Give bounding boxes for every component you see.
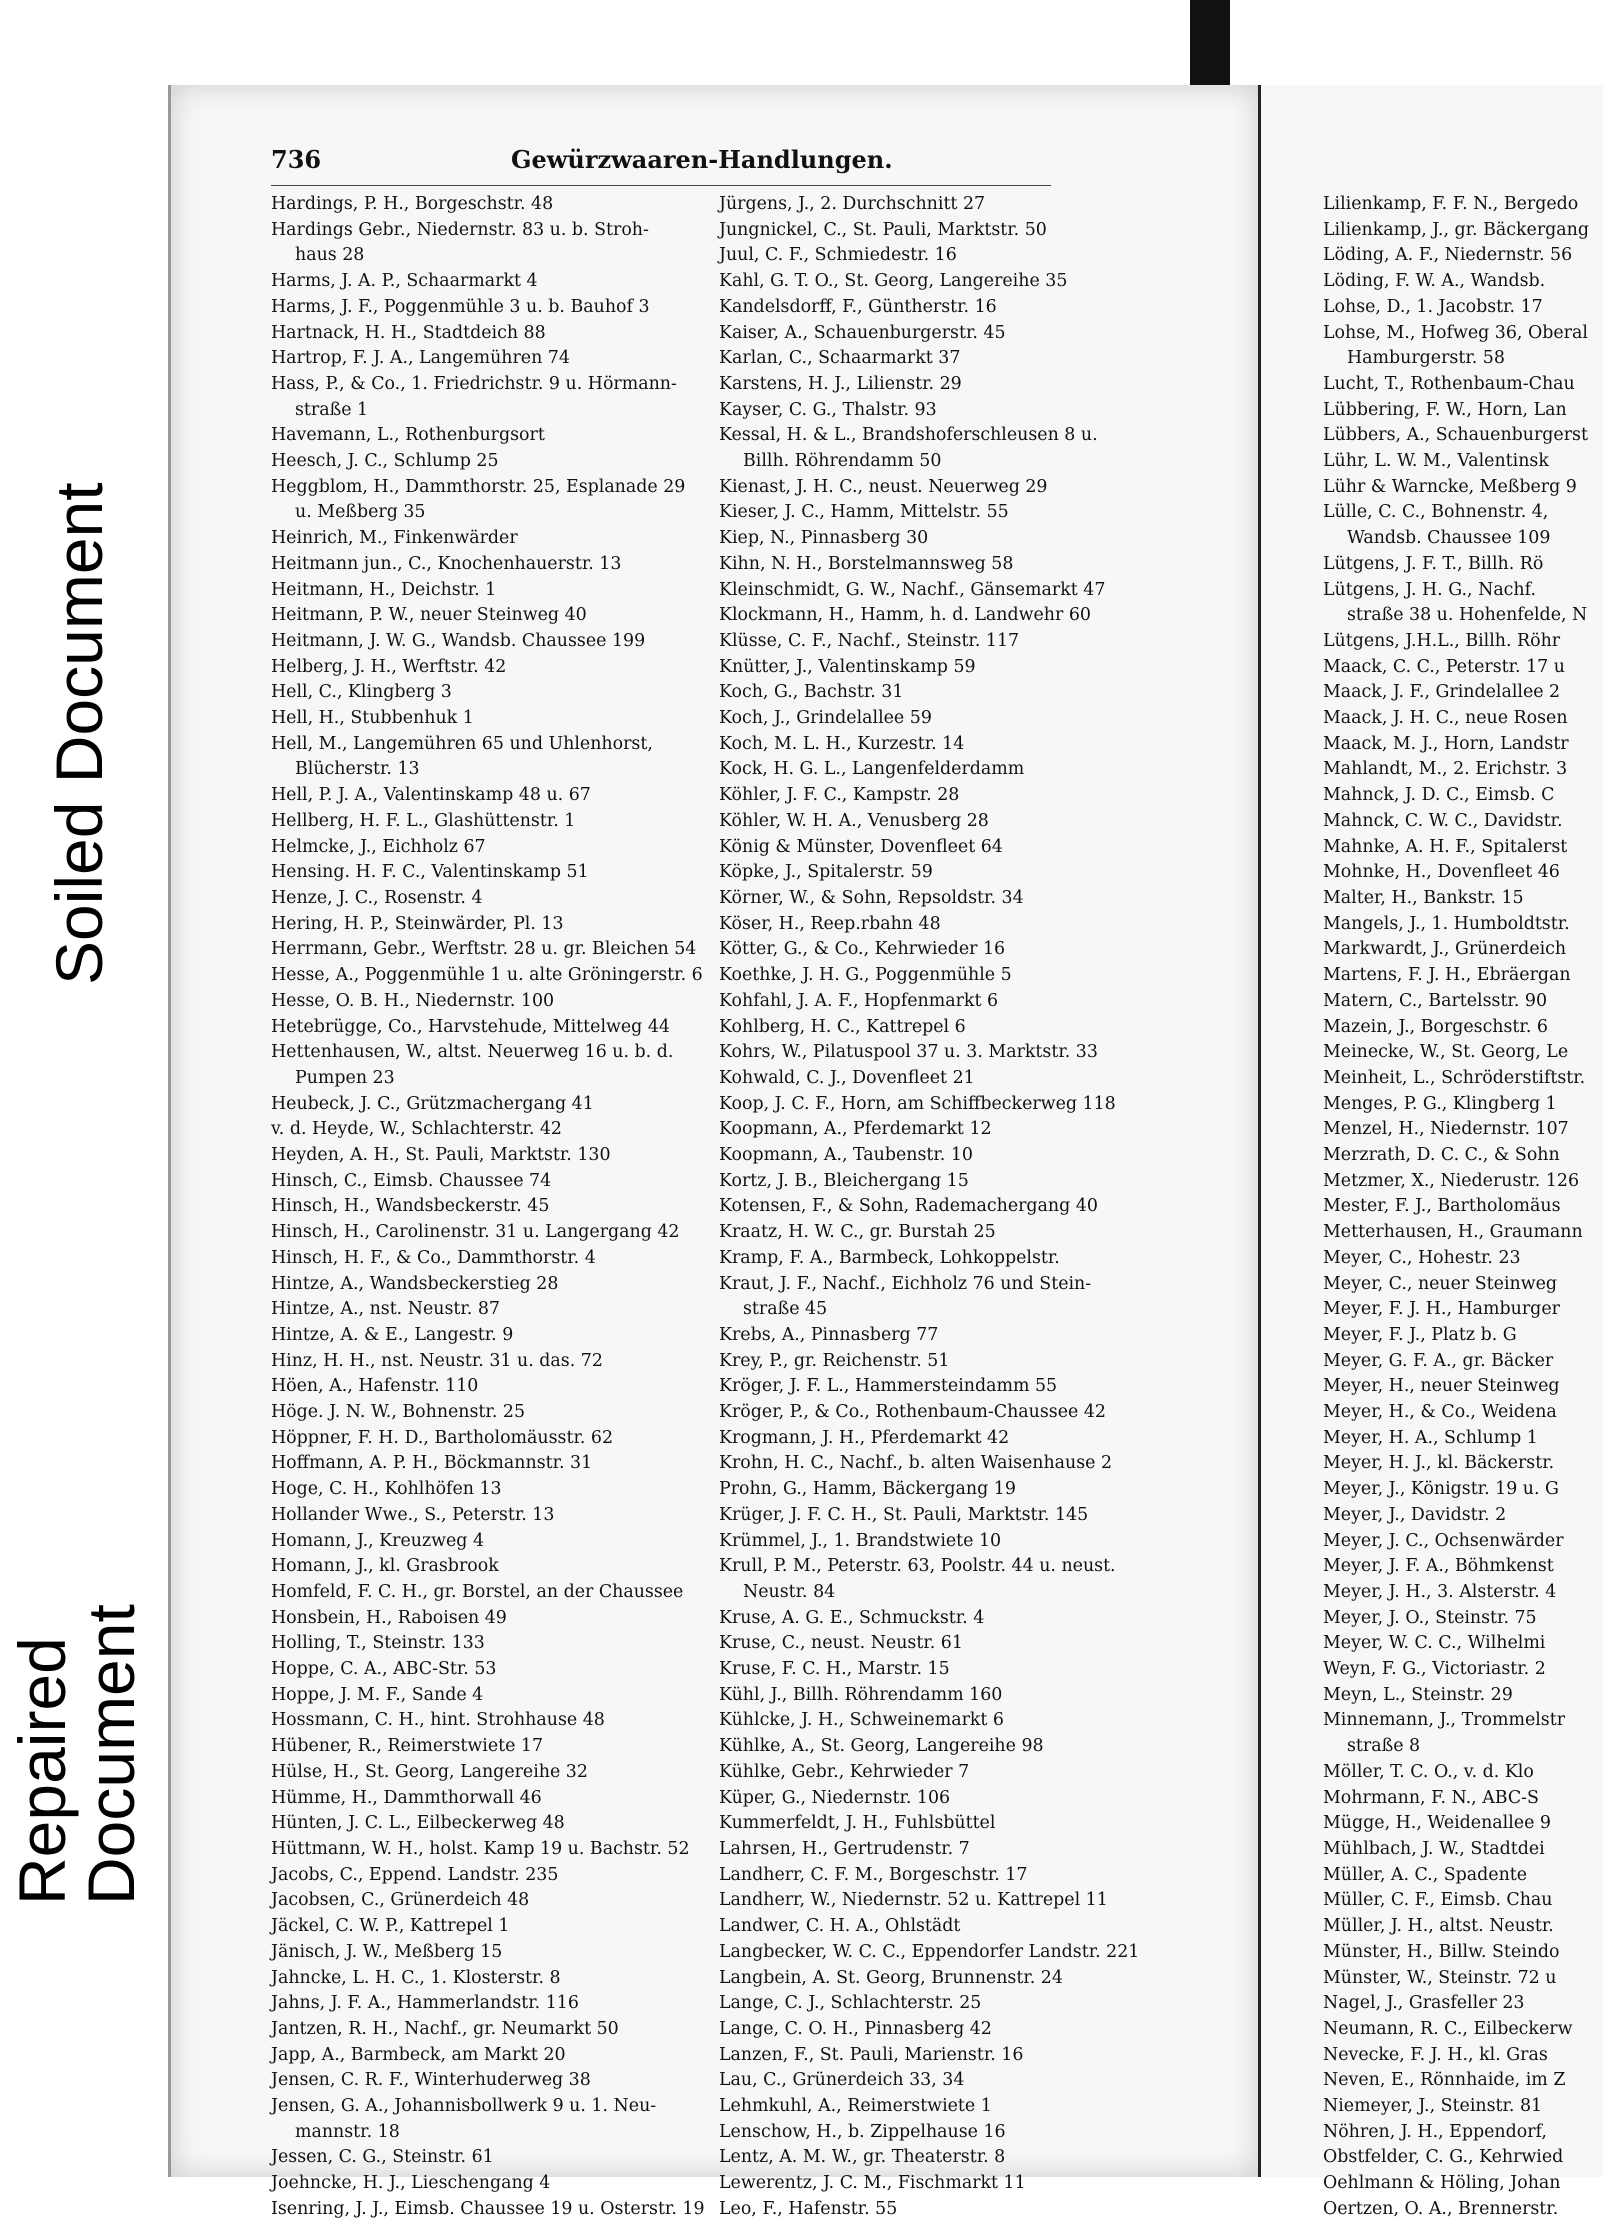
directory-entry: Hintze, A., nst. Neustr. 87 <box>271 1299 500 1320</box>
directory-entry: Köser, H., Reep.rbahn 48 <box>719 913 941 934</box>
directory-entry: Lütgens, J.H.L., Billh. Röhr <box>1323 630 1561 651</box>
directory-entry: Hardings, P. H., Borgeschstr. 48 <box>271 194 554 214</box>
directory-entry: Kummerfeldt, J. H., Fuhlsbüttel <box>719 1813 996 1834</box>
directory-entry: Krey, P., gr. Reichenstr. 51 <box>719 1350 950 1371</box>
directory-entry: Holling, T., Steinstr. 133 <box>271 1633 485 1654</box>
directory-entry: Lau, C., Grünerdeich 33, 34 <box>719 2070 965 2091</box>
directory-entry: Heesch, J. C., Schlump 25 <box>271 451 499 472</box>
directory-entry: Joehncke, H. J., Lieschengang 4 <box>271 2173 551 2194</box>
directory-entry: Mahnke, A. H. F., Spitalerst <box>1323 836 1568 857</box>
directory-entry: Lenschow, H., b. Zippelhause 16 <box>719 2121 1006 2142</box>
directory-entry: Isenring, J. J., Eimsb. Chaussee 19 u. Osterstr. 19 <box>271 2198 705 2219</box>
directory-entry: u. Meßberg 35 <box>295 502 426 523</box>
directory-entry: Hümme, H., Dammthorwall 46 <box>271 1787 542 1808</box>
directory-entry: Jacobsen, C., Grünerdeich 48 <box>271 1890 530 1911</box>
directory-entry: Homann, J., kl. Grasbrook <box>271 1556 499 1577</box>
directory-entry: Hetebrügge, Co., Harvstehude, Mittelweg 44 <box>271 1016 670 1037</box>
directory-entry: Kraut, J. F., Nachf., Eichholz 76 und Stein- <box>719 1273 1092 1294</box>
directory-entry: Hübener, R., Reimerstwiete 17 <box>271 1736 544 1757</box>
directory-entry: Mohnke, H., Dovenfleet 46 <box>1323 862 1560 883</box>
directory-entry: Hintze, A., Wandsbeckerstieg 28 <box>271 1273 559 1294</box>
directory-entry: Hardings Gebr., Niedernstr. 83 u. b. Stroh- <box>271 219 649 240</box>
directory-entry: Lanzen, F., St. Pauli, Marienstr. 16 <box>719 2044 1024 2065</box>
directory-entry: Meinheit, L., Schröderstiftstr. <box>1323 1067 1586 1088</box>
directory-entry: Meyer, H., neuer Steinweg <box>1323 1376 1560 1397</box>
directory-entry: Homfeld, F. C. H., gr. Borstel, an der Chaussee <box>271 1581 684 1602</box>
directory-entry: Kock, H. G. L., Langenfelderdamm <box>719 759 1025 780</box>
directory-entry: Metzmer, X., Niederustr. 126 <box>1323 1170 1580 1191</box>
directory-entry: Kahl, G. T. O., St. Georg, Langereihe 35 <box>719 271 1068 292</box>
directory-entry: Köpke, J., Spitalerstr. 59 <box>719 862 933 883</box>
directory-entry: Müller, A. C., Spadente <box>1323 1864 1528 1885</box>
directory-entry: Obstfelder, C. G., Kehrwied <box>1323 2147 1564 2168</box>
directory-entry: Meyer, H. J., kl. Bäckerstr. <box>1323 1453 1555 1474</box>
directory-entry: Hoppe, J. M. F., Sande 4 <box>271 1684 484 1705</box>
directory-entry: Mohrmann, F. N., ABC-S <box>1323 1787 1539 1808</box>
directory-entry: Meyer, F. J. H., Hamburger <box>1323 1299 1560 1320</box>
directory-entry: Kieser, J. C., Hamm, Mittelstr. 55 <box>719 502 1009 523</box>
directory-entry: Pumpen 23 <box>295 1067 395 1088</box>
directory-entry: Kühlke, Gebr., Kehrwieder 7 <box>719 1761 970 1782</box>
directory-entry: Krebs, A., Pinnasberg 77 <box>719 1324 939 1345</box>
directory-entry: Langbein, A. St. Georg, Brunnenstr. 24 <box>719 1967 1063 1988</box>
directory-entry: Hinz, H. H., nst. Neustr. 31 u. das. 72 <box>271 1350 603 1371</box>
directory-entry: Münster, W., Steinstr. 72 u <box>1323 1967 1557 1988</box>
directory-entry: Hossmann, C. H., hint. Strohhause 48 <box>271 1710 605 1731</box>
directory-entry: Mühlbach, J. W., Stadtdei <box>1323 1839 1545 1859</box>
directory-entry: straße 45 <box>743 1299 828 1320</box>
directory-entry: Metterhausen, H., Graumann <box>1323 1222 1583 1243</box>
directory-entry: Kihn, N. H., Borstelmannsweg 58 <box>719 553 1014 574</box>
directory-entry: Hinsch, H., Wandsbeckerstr. 45 <box>271 1196 550 1217</box>
directory-entry: Meyer, H. A., Schlump 1 <box>1323 1427 1538 1448</box>
repaired-label-line1: Repaired <box>5 1637 79 1905</box>
directory-entry: Heubeck, J. C., Grützmachergang 41 <box>271 1093 594 1114</box>
directory-entry: Hell, P. J. A., Valentinskamp 48 u. 67 <box>271 785 591 806</box>
directory-entry: Heitmann jun., C., Knochenhauerstr. 13 <box>271 553 622 574</box>
directory-entry: Hell, M., Langemühren 65 und Uhlenhorst, <box>271 733 653 754</box>
directory-entry: Lucht, T., Rothenbaum-Chau <box>1323 373 1575 394</box>
directory-entry: Hülse, H., St. Georg, Langereihe 32 <box>271 1761 588 1782</box>
directory-entry: Helmcke, J., Eichholz 67 <box>271 836 486 857</box>
directory-entry: Meyer, J. C., Ochsenwärder <box>1323 1530 1564 1551</box>
directory-entry: Jensen, G. A., Johannisbollwerk 9 u. 1. Neu- <box>271 2096 657 2117</box>
directory-entry: Minnemann, J., Trommelstr <box>1323 1710 1566 1731</box>
directory-entry: Kötter, G., & Co., Kehrwieder 16 <box>719 939 1006 960</box>
directory-entry: Karstens, H. J., Lilienstr. 29 <box>719 373 962 394</box>
directory-entry: Hering, H. P., Steinwärder, Pl. 13 <box>271 913 564 934</box>
repaired-label-line2: Document <box>74 1604 149 1905</box>
directory-entry: Köhler, W. H. A., Venusberg 28 <box>719 810 989 831</box>
directory-entry: Lühr, L. W. M., Valentinsk <box>1323 451 1549 472</box>
directory-entry: Neustr. 84 <box>743 1581 836 1602</box>
directory-entry: Höge. J. N. W., Bohnenstr. 25 <box>271 1402 526 1423</box>
directory-entry: straße 8 <box>1347 1736 1421 1757</box>
directory-entry: Müller, C. F., Eimsb. Chau <box>1323 1890 1553 1911</box>
directory-entry: Markwardt, J., Grünerdeich <box>1323 939 1567 960</box>
repaired-document-label <box>5 1604 149 1905</box>
directory-entry: König & Münster, Dovenfleet 64 <box>719 836 1003 857</box>
directory-entry: Heggblom, H., Dammthorstr. 25, Esplanade 29 <box>271 476 686 497</box>
directory-entry: Weyn, F. G., Victoriastr. 2 <box>1323 1659 1546 1680</box>
directory-entry: Landherr, C. F. M., Borgeschstr. 17 <box>719 1864 1028 1885</box>
directory-entry: Karlan, C., Schaarmarkt 37 <box>719 348 961 369</box>
directory-entry: Jessen, C. G., Steinstr. 61 <box>271 2147 494 2168</box>
directory-entry: Höen, A., Hafenstr. 110 <box>271 1376 479 1397</box>
directory-entry: Meyer, J. O., Steinstr. 75 <box>1323 1607 1537 1628</box>
directory-entry: Lütgens, J. F. T., Billh. Rö <box>1323 553 1544 574</box>
directory-entry: Kohlberg, H. C., Kattrepel 6 <box>719 1016 966 1037</box>
directory-entry: Mester, F. J., Bartholomäus <box>1323 1196 1561 1217</box>
directory-entry: Blücherstr. 13 <box>295 759 420 780</box>
directory-entry: Meyer, C., Hohestr. 23 <box>1323 1247 1521 1268</box>
directory-entry: Krull, P. M., Peterstr. 63, Poolstr. 44 u. neust. <box>719 1556 1116 1577</box>
directory-entry: Kaiser, A., Schauenburgerstr. 45 <box>719 322 1006 343</box>
directory-entry: Hoge, C. H., Kohlhöfen 13 <box>271 1479 502 1500</box>
directory-entry: Lange, C. O. H., Pinnasberg 42 <box>719 2018 992 2039</box>
directory-entry: Landwer, C. H. A., Ohlstädt <box>719 1916 961 1937</box>
directory-entry: Kandelsdorff, F., Güntherstr. 16 <box>719 296 997 317</box>
directory-entry: Krüger, J. F. C. H., St. Pauli, Marktstr. 145 <box>719 1504 1089 1525</box>
directory-entry: Münster, H., Billw. Steindo <box>1323 1941 1560 1962</box>
directory-entry: Küper, G., Niedernstr. 106 <box>719 1787 951 1808</box>
directory-entry: Maack, J. H. C., neue Rosen <box>1323 708 1568 729</box>
directory-entry: Lentz, A. M. W., gr. Theaterstr. 8 <box>719 2147 1006 2168</box>
directory-entry: Lange, C. J., Schlachterstr. 25 <box>719 1993 982 2014</box>
directory-entry: Meyer, J. H., 3. Alsterstr. 4 <box>1323 1581 1557 1602</box>
directory-entry: Kiep, N., Pinnasberg 30 <box>719 528 929 549</box>
directory-entry: Matern, C., Bartelsstr. 90 <box>1323 990 1548 1011</box>
directory-entry: Körner, W., & Sohn, Repsoldstr. 34 <box>719 887 1024 908</box>
directory-entry: Heitmann, P. W., neuer Steinweg 40 <box>271 605 587 626</box>
directory-entry: Kortz, J. B., Bleichergang 15 <box>719 1170 969 1191</box>
directory-entry: Lilienkamp, F. F. N., Bergedo <box>1323 194 1579 214</box>
directory-entry: Hünten, J. C. L., Eilbeckerweg 48 <box>271 1813 565 1834</box>
directory-entry: Hass, P., & Co., 1. Friedrichstr. 9 u. Hörmann- <box>271 373 677 394</box>
directory-entry: haus 28 <box>295 245 365 266</box>
directory-entry: Höppner, F. H. D., Bartholomäusstr. 62 <box>271 1427 614 1448</box>
directory-column-left <box>271 192 705 2223</box>
directory-entry: Hartrop, F. J. A., Langemühren 74 <box>271 348 570 369</box>
next-page-fragment <box>1258 85 1603 2219</box>
directory-entry: Wandsb. Chaussee 109 <box>1347 528 1551 549</box>
directory-entry: Herrmann, Gebr., Werftstr. 28 u. gr. Bleichen 54 <box>271 939 697 960</box>
directory-column-right <box>719 192 1140 2223</box>
directory-entry: Kienast, J. H. C., neust. Neuerweg 29 <box>719 476 1048 497</box>
directory-entry: Koch, G., Bachstr. 31 <box>719 682 904 703</box>
directory-entry: Kröger, J. F. L., Hammersteindamm 55 <box>719 1376 1058 1397</box>
directory-entry: Jacobs, C., Eppend. Landstr. 235 <box>271 1864 559 1885</box>
directory-entry: Hamburgerstr. 58 <box>1347 348 1505 369</box>
directory-entry: Nagel, J., Grasfeller 23 <box>1323 1993 1525 2014</box>
directory-entry: Lübbering, F. W., Horn, Lan <box>1323 399 1567 420</box>
directory-entry: Japp, A., Barmbeck, am Markt 20 <box>271 2044 566 2065</box>
directory-entry: Jäckel, C. W. P., Kattrepel 1 <box>271 1916 510 1937</box>
directory-entry: Kohfahl, J. A. F., Hopfenmarkt 6 <box>719 990 999 1011</box>
directory-entry: Lühr & Warncke, Meßberg 9 <box>1323 476 1577 497</box>
directory-entry: Möller, T. C. O., v. d. Klo <box>1323 1761 1534 1782</box>
directory-entry: Lilienkamp, J., gr. Bäckergang <box>1323 219 1589 240</box>
directory-entry: Leo, F., Hafenstr. 55 <box>719 2198 898 2219</box>
directory-entry: Jungnickel, C., St. Pauli, Marktstr. 50 <box>719 219 1047 240</box>
directory-entry: Heitmann, J. W. G., Wandsb. Chaussee 199 <box>271 630 646 651</box>
directory-entry: Köhler, J. F. C., Kampstr. 28 <box>719 785 960 806</box>
directory-entry: Langbecker, W. C. C., Eppendorfer Landstr. 221 <box>719 1941 1140 1962</box>
directory-entry: Kramp, F. A., Barmbeck, Lohkoppelstr. <box>719 1247 1060 1268</box>
directory-entry: Krogmann, J. H., Pferdemarkt 42 <box>719 1427 1010 1448</box>
directory-entry: Lahrsen, H., Gertrudenstr. 7 <box>719 1839 970 1859</box>
directory-entry: Kessal, H. & L., Brandshoferschleusen 8 u. <box>719 425 1098 446</box>
directory-entry: Koch, J., Grindelallee 59 <box>719 708 932 729</box>
directory-entry: Löding, F. W. A., Wandsb. <box>1323 271 1546 292</box>
directory-entry: Hinsch, H., Carolinenstr. 31 u. Langergang 42 <box>271 1222 680 1243</box>
directory-entry: Maack, C. C., Peterstr. 17 u <box>1323 656 1565 677</box>
directory-entry: Kruse, F. C. H., Marstr. 15 <box>719 1659 950 1680</box>
directory-entry: Klüsse, C. F., Nachf., Steinstr. 117 <box>719 630 1020 651</box>
soiled-document-label: Soiled Document <box>42 482 116 985</box>
directory-column-next-page <box>1323 192 1613 2223</box>
directory-entry: Hartnack, H. H., Stadtdeich 88 <box>271 322 546 343</box>
directory-entry: Menzel, H., Niedernstr. 107 <box>1323 1119 1569 1140</box>
directory-entry: Jantzen, R. H., Nachf., gr. Neumarkt 50 <box>271 2018 619 2039</box>
directory-entry: Kayser, C. G., Thalstr. 93 <box>719 399 937 420</box>
directory-entry: Hesse, O. B. H., Niedernstr. 100 <box>271 990 555 1011</box>
directory-entry: Oertzen, O. A., Brennerstr. <box>1323 2198 1559 2219</box>
directory-entry: Hoppe, C. A., ABC-Str. 53 <box>271 1659 497 1680</box>
header-rule <box>271 185 1051 186</box>
directory-entry: Kröger, P., & Co., Rothenbaum-Chaussee 42 <box>719 1402 1106 1423</box>
directory-entry: Harms, J. F., Poggenmühle 3 u. b. Bauhof 3 <box>271 296 650 317</box>
directory-entry: Mahlandt, M., 2. Erichstr. 3 <box>1323 759 1568 780</box>
directory-entry: Koop, J. C. F., Horn, am Schiffbeckerweg 118 <box>719 1093 1116 1114</box>
directory-entry: Billh. Röhrendamm 50 <box>743 451 942 472</box>
directory-entry: Prohn, G., Hamm, Bäckergang 19 <box>719 1479 1016 1500</box>
directory-entry: Kruse, C., neust. Neustr. 61 <box>719 1633 963 1654</box>
directory-entry: Merzrath, D. C. C., & Sohn <box>1323 1145 1560 1166</box>
directory-entry: Hensing. H. F. C., Valentinskamp 51 <box>271 862 589 883</box>
directory-entry: Henze, J. C., Rosenstr. 4 <box>271 887 483 908</box>
document-page <box>168 85 1259 2219</box>
page-title: Gewürzwaaren-Handlungen. <box>511 145 893 174</box>
directory-entry: Meyer, W. C. C., Wilhelmi <box>1323 1633 1546 1654</box>
directory-entry: Müller, J. H., altst. Neustr. <box>1323 1916 1554 1937</box>
directory-entry: Mazein, J., Borgeschstr. 6 <box>1323 1016 1548 1037</box>
directory-entry: Hinsch, C., Eimsb. Chaussee 74 <box>271 1170 552 1191</box>
directory-entry: Kühl, J., Billh. Röhrendamm 160 <box>719 1684 1003 1705</box>
directory-entry: Hettenhausen, W., altst. Neuerweg 16 u. b. d. <box>271 1042 674 1063</box>
directory-entry: Martens, F. J. H., Ebräergan <box>1323 965 1571 986</box>
directory-entry: Heinrich, M., Finkenwärder <box>271 528 518 549</box>
directory-entry: Landherr, W., Niedernstr. 52 u. Kattrepel 11 <box>719 1890 1108 1911</box>
directory-entry: Maack, M. J., Horn, Landstr <box>1323 733 1569 754</box>
directory-entry: Juul, C. F., Schmiedestr. 16 <box>719 245 957 266</box>
directory-entry: Krohn, H. C., Nachf., b. alten Waisenhause 2 <box>719 1453 1113 1474</box>
directory-entry: Lohse, D., 1. Jacobstr. 17 <box>1323 296 1543 317</box>
directory-entry: Lehmkuhl, A., Reimerstwiete 1 <box>719 2096 992 2117</box>
directory-entry: Lülle, C. C., Bohnenstr. 4, <box>1323 502 1549 523</box>
directory-entry: Mahnck, J. D. C., Eimsb. C <box>1323 785 1555 806</box>
directory-entry: Neumann, R. C., Eilbeckerw <box>1323 2018 1573 2039</box>
directory-entry: Nöhren, J. H., Eppendorf, <box>1323 2121 1547 2142</box>
directory-entry: Kühlcke, J. H., Schweinemarkt 6 <box>719 1710 1004 1731</box>
directory-entry: Meyn, L., Steinstr. 29 <box>1323 1684 1513 1705</box>
directory-entry: Jahncke, L. H. C., 1. Klosterstr. 8 <box>271 1967 561 1988</box>
directory-entry: v. d. Heyde, W., Schlachterstr. 42 <box>271 1119 563 1140</box>
directory-entry: Nevecke, F. J. H., kl. Gras <box>1323 2044 1548 2065</box>
directory-entry: Krümmel, J., 1. Brandstwiete 10 <box>719 1530 1002 1551</box>
directory-entry: Kühlke, A., St. Georg, Langereihe 98 <box>719 1736 1044 1757</box>
directory-entry: Hell, H., Stubbenhuk 1 <box>271 708 474 729</box>
directory-entry: Harms, J. A. P., Schaarmarkt 4 <box>271 271 538 292</box>
directory-entry: Kleinschmidt, G. W., Nachf., Gänsemarkt 47 <box>719 579 1106 600</box>
page-number: 736 <box>271 145 322 174</box>
directory-entry: Jensen, C. R. F., Winterhuderweg 38 <box>271 2070 591 2091</box>
directory-entry: mannstr. 18 <box>295 2121 400 2142</box>
directory-entry: Koopmann, A., Pferdemarkt 12 <box>719 1119 992 1140</box>
directory-entry: Maack, J. F., Grindelallee 2 <box>1323 682 1561 703</box>
directory-entry: Meyer, C., neuer Steinweg <box>1323 1273 1558 1294</box>
directory-entry: Lübbers, A., Schauenburgerst <box>1323 425 1588 446</box>
directory-entry: Hell, C., Klingberg 3 <box>271 682 452 703</box>
directory-entry: Hesse, A., Poggenmühle 1 u. alte Gröningerstr. 6 <box>271 965 703 986</box>
directory-entry: Hollander Wwe., S., Peterstr. 13 <box>271 1504 555 1525</box>
directory-entry: Mügge, H., Weidenallee 9 <box>1323 1813 1551 1834</box>
directory-entry: Kraatz, H. W. C., gr. Burstah 25 <box>719 1222 996 1243</box>
directory-entry: Koethke, J. H. G., Poggenmühle 5 <box>719 965 1012 986</box>
directory-entry: Klockmann, H., Hamm, h. d. Landwehr 60 <box>719 605 1091 626</box>
directory-entry: Hoffmann, A. P. H., Böckmannstr. 31 <box>271 1453 593 1474</box>
directory-entry: Meyer, G. F. A., gr. Bäcker <box>1323 1350 1554 1371</box>
directory-entry: Meyer, J. F. A., Böhmkenst <box>1323 1556 1554 1577</box>
directory-entry: Menges, P. G., Klingberg 1 <box>1323 1093 1557 1114</box>
directory-entry: Neven, E., Rönnhaide, im Z <box>1323 2070 1566 2091</box>
directory-entry: Hinsch, H. F., & Co., Dammthorstr. 4 <box>271 1247 596 1268</box>
directory-entry: Hellberg, H. F. L., Glashüttenstr. 1 <box>271 810 576 831</box>
directory-entry: Kotensen, F., & Sohn, Rademachergang 40 <box>719 1196 1098 1217</box>
directory-entry: Meyer, J., Davidstr. 2 <box>1323 1504 1507 1525</box>
directory-entry: Lohse, M., Hofweg 36, Oberal <box>1323 322 1588 343</box>
directory-entry: Koopmann, A., Taubenstr. 10 <box>719 1145 973 1166</box>
directory-entry: Meyer, H., & Co., Weidena <box>1323 1402 1557 1423</box>
directory-entry: Kohrs, W., Pilatuspool 37 u. 3. Marktstr. 33 <box>719 1042 1098 1063</box>
directory-entry: Kohwald, C. J., Dovenfleet 21 <box>719 1067 975 1088</box>
directory-entry: Koch, M. L. H., Kurzestr. 14 <box>719 733 965 754</box>
directory-entry: Helberg, J. H., Werftstr. 42 <box>271 656 507 677</box>
directory-entry: Hüttmann, W. H., holst. Kamp 19 u. Bachstr. 52 <box>271 1839 690 1859</box>
directory-entry: Meyer, J., Königstr. 19 u. G <box>1323 1479 1559 1500</box>
directory-entry: Lewerentz, J. C. M., Fischmarkt 11 <box>719 2173 1026 2194</box>
directory-entry: Mahnck, C. W. C., Davidstr. <box>1323 810 1563 831</box>
directory-entry: Meyer, F. J., Platz b. G <box>1323 1324 1517 1345</box>
directory-entry: Heitmann, H., Deichstr. 1 <box>271 579 497 600</box>
directory-entry: Kruse, A. G. E., Schmuckstr. 4 <box>719 1607 985 1628</box>
directory-entry: Hintze, A. & E., Langestr. 9 <box>271 1324 514 1345</box>
directory-entry: Heyden, A. H., St. Pauli, Marktstr. 130 <box>271 1145 611 1166</box>
directory-entry: Jürgens, J., 2. Durchschnitt 27 <box>719 194 986 214</box>
directory-entry: Mangels, J., 1. Humboldtstr. <box>1323 913 1570 934</box>
directory-entry: Homann, J., Kreuzweg 4 <box>271 1530 485 1551</box>
directory-entry: Lütgens, J. H. G., Nachf. <box>1323 579 1536 600</box>
directory-entry: Havemann, L., Rothenburgsort <box>271 425 545 446</box>
directory-entry: straße 38 u. Hohenfelde, N <box>1347 605 1588 626</box>
directory-entry: Malter, H., Bankstr. 15 <box>1323 887 1524 908</box>
directory-entry: Löding, A. F., Niedernstr. 56 <box>1323 245 1573 266</box>
directory-entry: Jänisch, J. W., Meßberg 15 <box>271 1941 503 1962</box>
directory-entry: Niemeyer, J., Steinstr. 81 <box>1323 2096 1543 2117</box>
directory-entry: Jahns, J. F. A., Hammerlandstr. 116 <box>271 1993 579 2014</box>
directory-entry: Oehlmann & Höling, Johan <box>1323 2173 1561 2194</box>
directory-entry: straße 1 <box>295 399 369 420</box>
directory-entry: Knütter, J., Valentinskamp 59 <box>719 656 976 677</box>
directory-entry: Honsbein, H., Raboisen 49 <box>271 1607 507 1628</box>
directory-entry: Meinecke, W., St. Georg, Le <box>1323 1042 1569 1063</box>
